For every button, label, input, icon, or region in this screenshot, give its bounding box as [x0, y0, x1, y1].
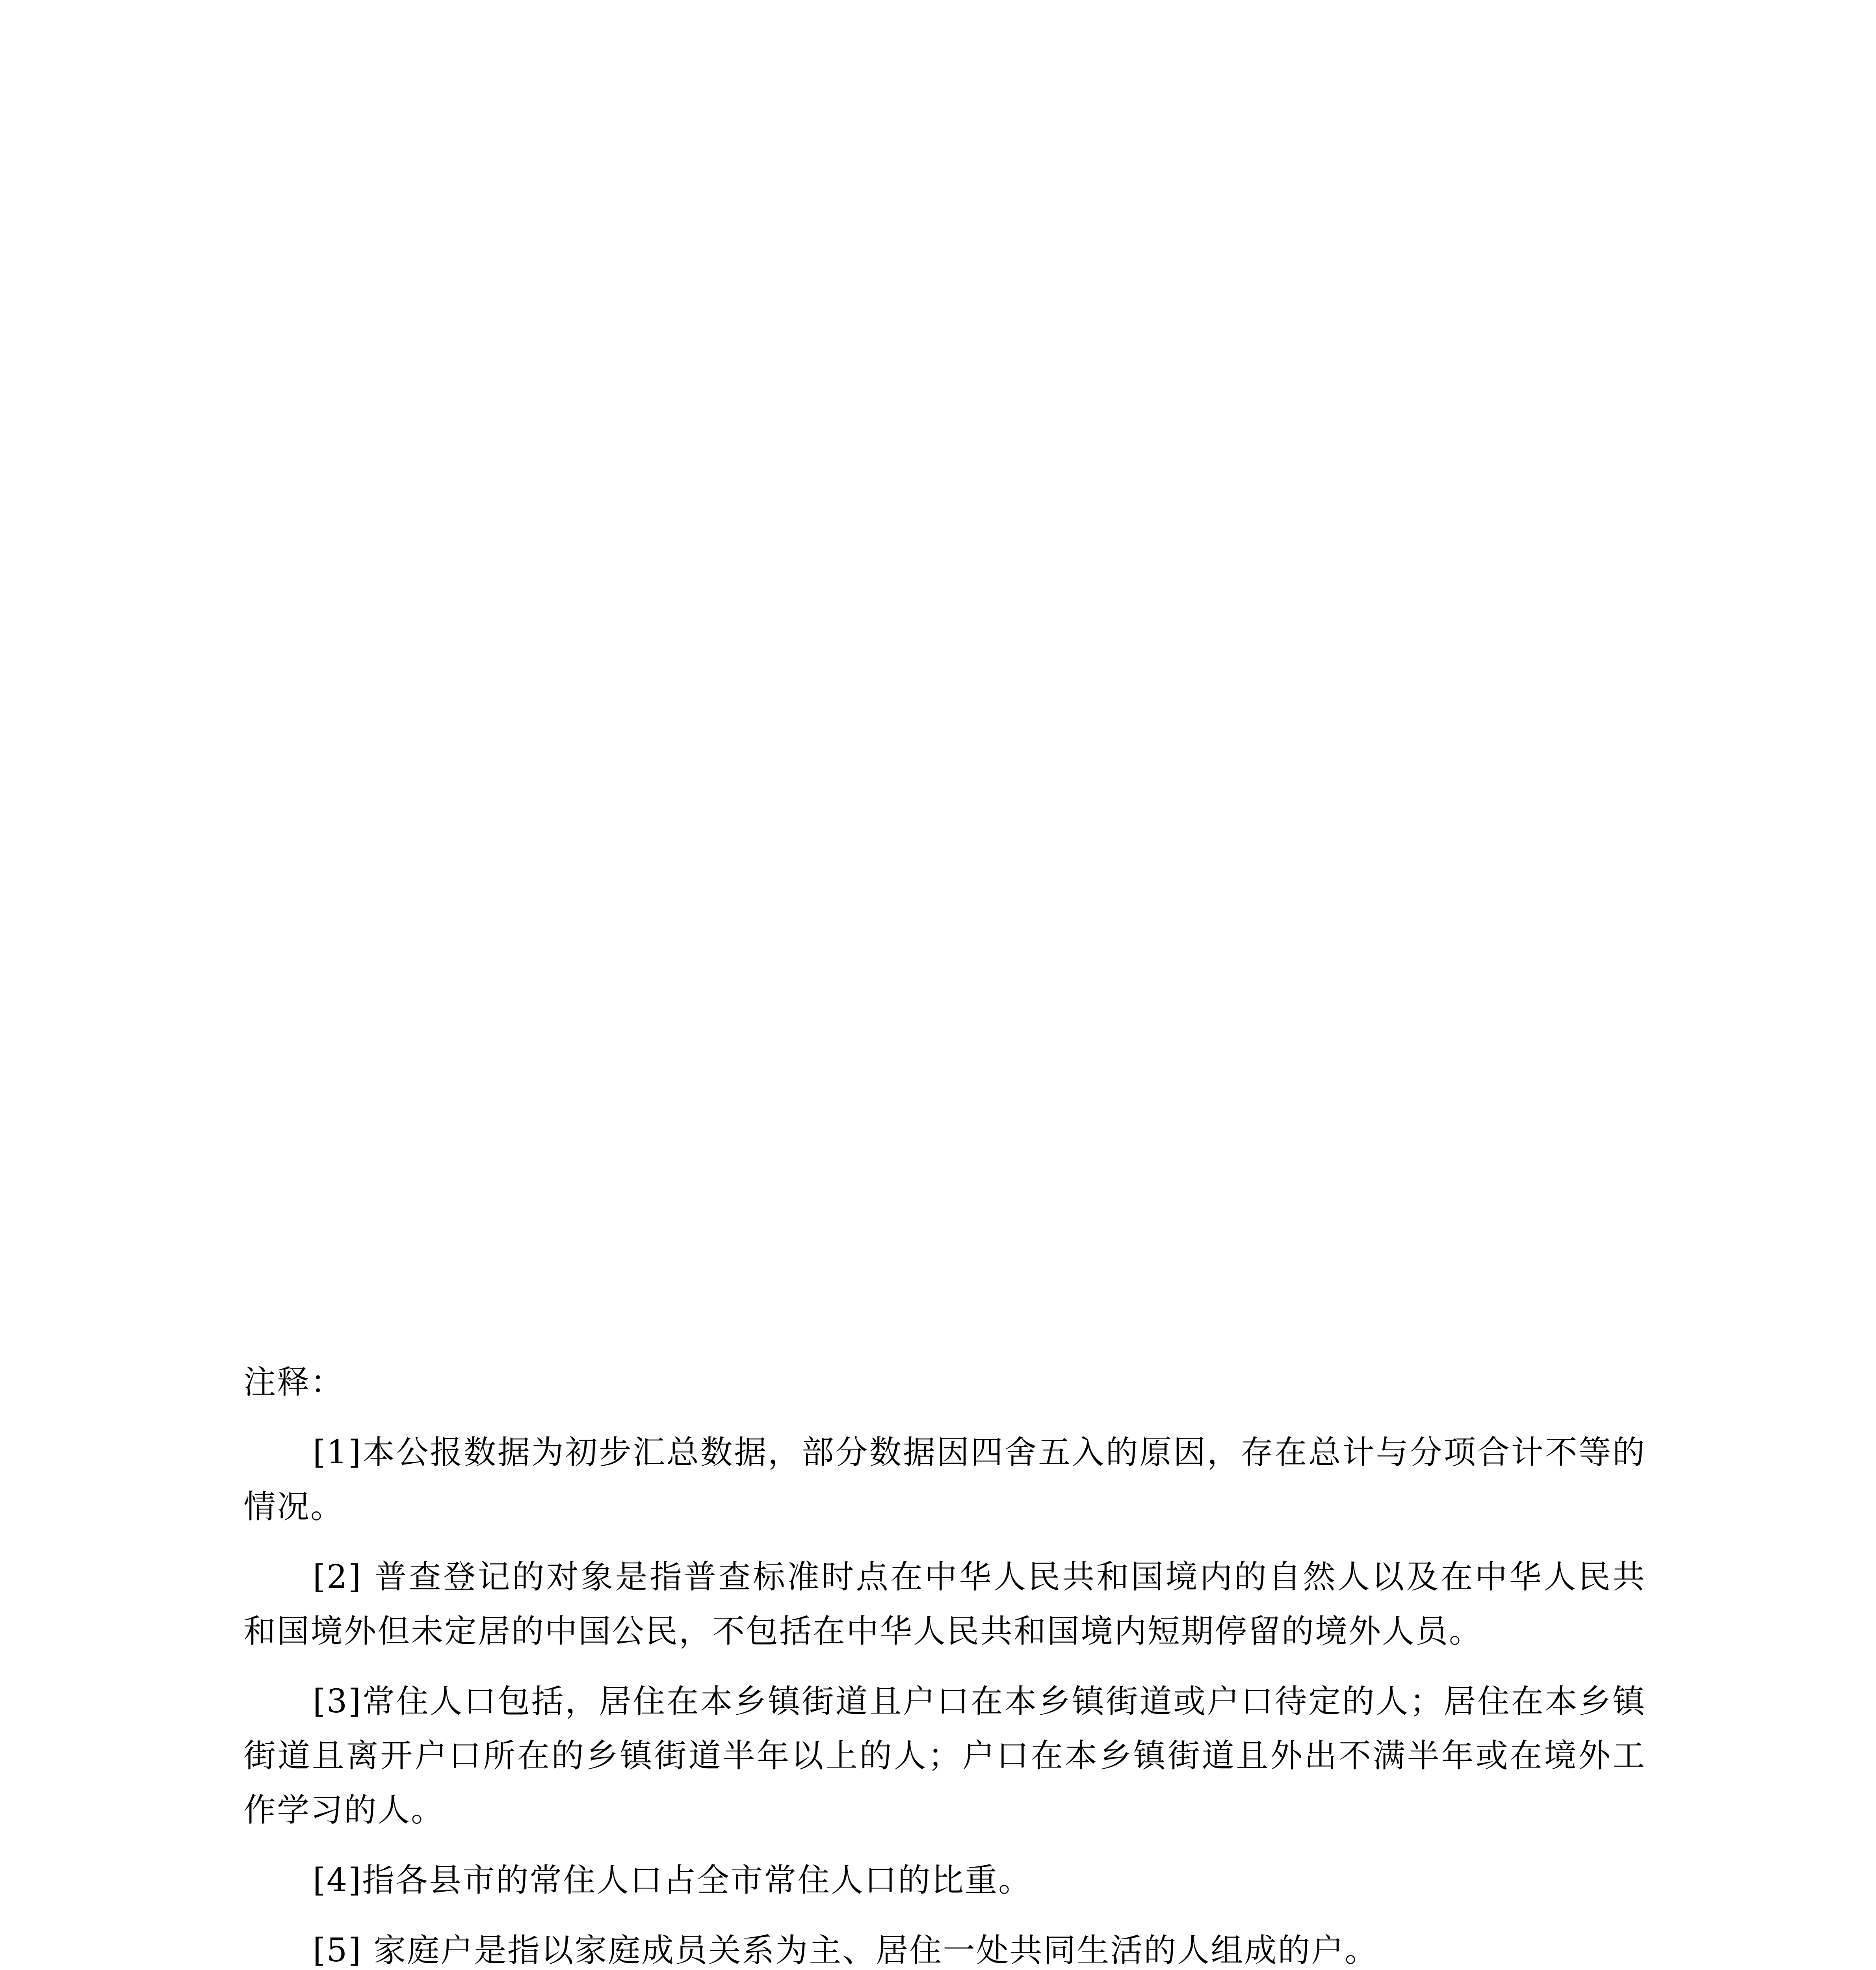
notes-section [243, 1355, 1646, 1970]
notes-heading: 注释： [243, 1364, 344, 1401]
note-2: [2] 普查登记的对象是指普查标准时点在中华人民共和国境内的自然人以及在中华人民共和国境外但未定居的中国公民，不包括在中华人民共和国境内短期停留的境外人员。 [243, 1558, 1646, 1650]
note-3: [3]常住人口包括，居住在本乡镇街道且户口在本乡镇街道或户口待定的人；居住在本乡镇街道且离开户口所在的乡镇街道半年以上的人；户口在本乡镇街道且外出不满半年或在境外工作学习的人。 [243, 1683, 1646, 1829]
note-5: [5] 家庭户是指以家庭成员关系为主、居住一处共同生活的人组成的户。 [313, 1932, 1378, 1969]
note-4: [4]指各县市的常住人口占全市常住人口的比重。 [313, 1862, 1032, 1899]
note-1: [1]本公报数据为初步汇总数据，部分数据因四舍五入的原因，存在总计与分项合计不等的情况。 [243, 1434, 1646, 1526]
